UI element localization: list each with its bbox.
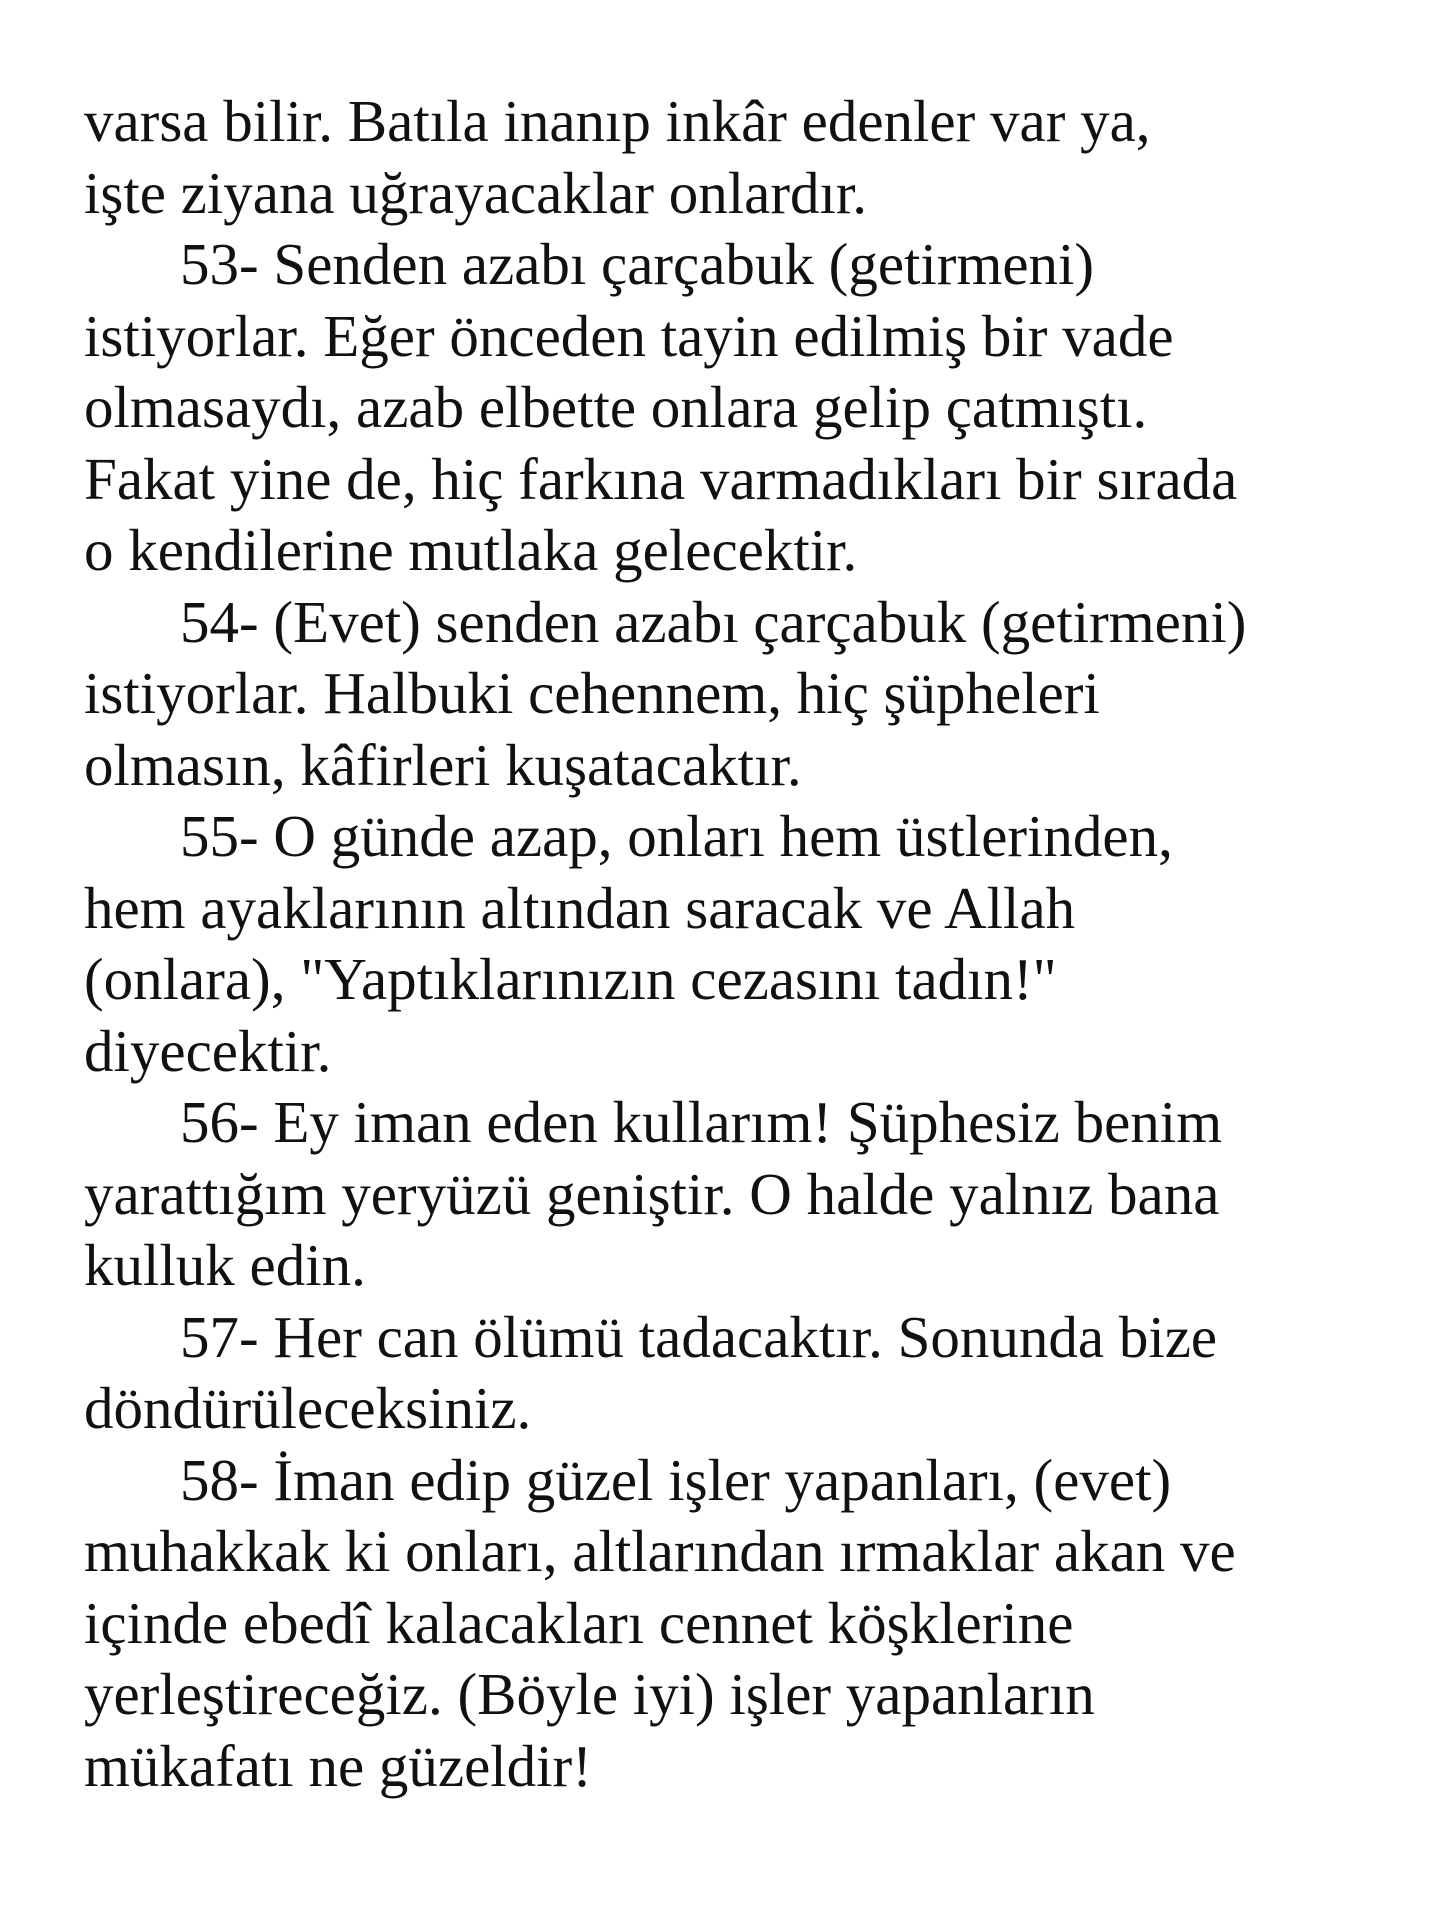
verse-57-start: 57- Her can ölümü tadacaktır. Sonunda bize <box>180 1303 1218 1370</box>
text-line: Fakat yine de, hiç farkına varmadıkları bir sırada <box>84 445 1238 512</box>
text-line: olmasın, kâfirleri kuşatacaktır. <box>84 731 802 798</box>
text-line: istiyorlar. Halbuki cehennem, hiç şüpheleri <box>84 660 1100 726</box>
text-line: muhakkak ki onları, altlarından ırmaklar akan ve <box>84 1518 1236 1584</box>
text-line: (onlara), "Yaptıklarınızın cezasını tadın!" <box>84 946 1057 1012</box>
verse-56-start: 56- Ey iman eden kullarım! Şüphesiz benim <box>180 1089 1223 1155</box>
text-line: mükafatı ne güzeldir! <box>84 1732 592 1799</box>
verse-54-start: 54- (Evet) senden azabı çarçabuk (getirmeni) <box>180 588 1247 655</box>
verse-55-start: 55- O günde azap, onları hem üstlerinden, <box>180 803 1173 869</box>
text-line: içinde ebedî kalacakları cennet köşklerine <box>84 1589 1074 1656</box>
text-line: diyecektir. <box>84 1017 332 1084</box>
text-line: yarattığım yeryüzü geniştir. O halde yalnız bana <box>84 1160 1220 1227</box>
verse-58-start: 58- İman edip güzel işler yapanları, (evet) <box>180 1446 1172 1513</box>
text-line: hem ayaklarının altından saracak ve Allah <box>84 874 1076 941</box>
text-line: o kendilerine mutlaka gelecektir. <box>84 517 858 583</box>
verse-53-start: 53- Senden azabı çarçabuk (getirmeni) <box>180 231 1095 297</box>
document-page <box>84 86 1384 1802</box>
text-line: istiyorlar. Eğer önceden tayin edilmiş bir vade <box>84 302 1174 369</box>
text-line: yerleştireceğiz. (Böyle iyi) işler yapanların <box>84 1661 1095 1727</box>
text-line: döndürüleceksiniz. <box>84 1375 532 1441</box>
text-line: kulluk edin. <box>84 1232 366 1298</box>
text-line: varsa bilir. Batıla inanıp inkâr edenler var ya, <box>84 88 1151 154</box>
text-line: olmasaydı, azab elbette onlara gelip çatmıştı. <box>84 374 1148 440</box>
text-line: işte ziyana uğrayacaklar onlardır. <box>84 159 868 226</box>
